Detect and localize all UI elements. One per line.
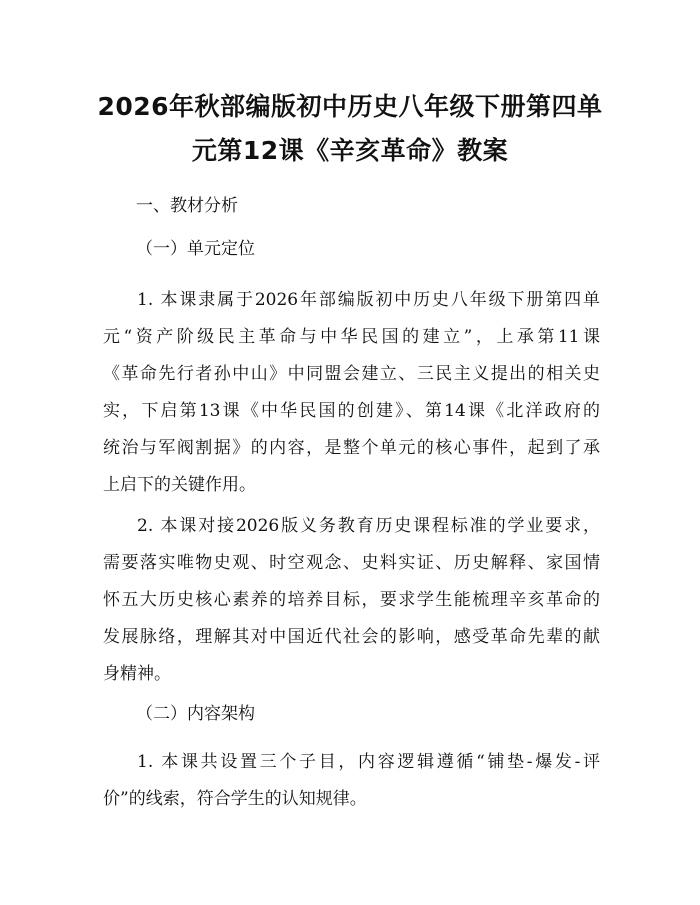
subsection-heading-unit-position: （一）单元定位 bbox=[136, 239, 255, 259]
paragraph-line: 1. 本课隶属于2026年部编版初中历史八年级下册第四单 bbox=[137, 290, 600, 310]
paragraph-line: 《革命先行者孙中山》中同盟会建立、三民主义提出的相关史 bbox=[103, 364, 600, 384]
paragraph-content-structure-1 bbox=[103, 744, 600, 818]
subsection-heading-content-structure: （二）内容架构 bbox=[136, 704, 255, 724]
paragraph-line: 2. 本课对接2026版义务教育历史课程标准的学业要求， bbox=[137, 516, 600, 536]
document-title-line-2: 元第12课《辛亥革命》教案 bbox=[191, 136, 509, 165]
paragraph-line: 上启下的关键作用。 bbox=[103, 475, 256, 495]
paragraph-line: 需要落实唯物史观、时空观念、史料实证、历史解释、家国情 bbox=[103, 553, 600, 573]
paragraph-line: 身精神。 bbox=[103, 664, 171, 684]
paragraph-line: 发展脉络，理解其对中国近代社会的影响，感受革命先辈的献 bbox=[103, 627, 600, 647]
paragraph-line: 元“资产阶级民主革命与中华民国的建立”，上承第11课 bbox=[103, 327, 600, 347]
section-heading-textbook-analysis: 一、教材分析 bbox=[136, 196, 238, 216]
document-title-line-1: 2026年秋部编版初中历史八年级下册第四单 bbox=[97, 92, 603, 121]
paragraph-unit-position-2 bbox=[103, 508, 600, 693]
paragraph-line: 1. 本课共设置三个子目，内容逻辑遵循“铺垫-爆发-评 bbox=[137, 752, 600, 772]
paragraph-line: 价”的线索，符合学生的认知规律。 bbox=[103, 789, 367, 809]
paragraph-line: 统治与军阀割据》的内容，是整个单元的核心事件，起到了承 bbox=[103, 438, 600, 458]
paragraph-line: 实，下启第13课《中华民国的创建》、第14课《北洋政府的 bbox=[103, 401, 600, 421]
paragraph-line: 怀五大历史核心素养的培养目标，要求学生能梳理辛亥革命的 bbox=[103, 590, 600, 610]
paragraph-unit-position-1 bbox=[103, 282, 600, 504]
